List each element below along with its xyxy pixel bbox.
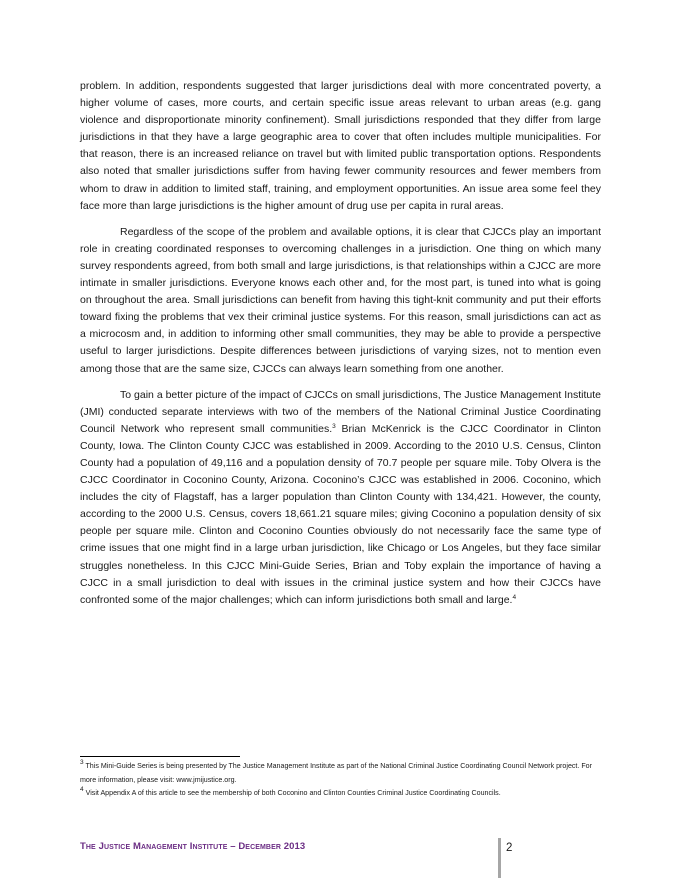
footnote-4 (80, 787, 601, 801)
paragraph-3-part-b: Brian McKenrick is the CJCC Coordinator in Clinton County, Iowa. The Clinton County CJCC was established in 2009. According to the 2010 U.S. Census, Clinton County had a population of 49,116 and a population density of 70.7 people per square mile. Toby Olvera is the CJCC Coordinator in Coconino County, Arizona. Coconino’s CJCC was established in 2006. Coconino, which includes the city of Flagstaff, has a larger population than Clinton County with 134,421. However, the county, according to the 2000 U.S. Census, covers 18,661.21 square miles; giving Coconino a population density of six people per square mile. Clinton and Coconino Counties obviously do not necessarily face the same type of crime issues that one might find in a large urban jurisdiction, like Chicago or Los Angeles, but they face similar struggles nonetheless. In this CJCC Mini-Guide Series, Brian and Toby explain the importance of having a CJCC in a small jurisdiction to deal with issues in the criminal justice system and how their CJCCs have confronted some of the major challenges; which can inform jurisdictions both small and large. (80, 422, 601, 606)
paragraph-2: Regardless of the scope of the problem and available options, it is clear that CJCCs play an important role in creating coordinated responses to overcoming challenges in a jurisdiction. One thing on which many survey respondents agreed, from both small and large jurisdictions, is that relationships within a CJCC are more intimate in smaller jurisdictions. Everyone knows each other and, for the most part, is tuned into what is going on throughout the area. Small jurisdictions can benefit from having this tight-knit community and put their efforts toward fixing the problems that vex their criminal justice systems. For this reason, small jurisdictions can act as a microcosm and, in addition to informing other small communities, they may be able to provide a perspective useful to larger jurisdictions. Despite differences between jurisdictions of varying sizes, not to mention even among those that are the same size, CJCCs can always learn something from one another. (80, 225, 601, 375)
paragraph-1: problem. In addition, respondents suggested that larger jurisdictions deal with more concentrated poverty, a higher volume of cases, more courts, and certain specific issue areas relevant to urban areas (e.g. gang violence and disproportionate minority confinement). Small jurisdictions responded that they differ from large jurisdictions in that they have a large geographic area to cover that often includes multiple municipalities. For that reason, there is an increased reliance on travel but with limited public transportation options. Respondents also noted that smaller jurisdictions suffer from having fewer community resources and fewer members from whom to draw in addition to limited staff, training, and employment opportunities. An issue area some feel they face more than large jurisdictions is the higher amount of drug use per capita in rural areas. (80, 80, 601, 212)
footnote-separator (80, 756, 240, 757)
footnote-3-text: This Mini-Guide Series is being presented by The Justice Management Institute as part of the National Criminal Justice Coordinating Council Network project. For more information, please visit: www.jmijustice.org. (80, 762, 592, 784)
page-number: 2 (506, 842, 513, 854)
footnote-ref-3[interactable]: 3 (332, 422, 336, 430)
paragraph-3 (80, 387, 601, 609)
footnote-4-text: Visit Appendix A of this article to see the membership of both Coconino and Clinton Counties Criminal Justice Coordinating Councils. (83, 789, 501, 797)
footer-divider (498, 838, 501, 878)
footnote-3-number: 3 (80, 759, 84, 766)
footnote-4-number: 4 (80, 786, 84, 793)
footer-title: The Justice Management Institute – December 2013 (80, 841, 306, 852)
footnotes (80, 760, 601, 801)
body-text (80, 78, 601, 618)
footnote-ref-4[interactable]: 4 (512, 593, 517, 601)
paragraph-3-part-a: To gain a better picture of the impact of CJCCs on small jurisdictions, The Justice Management Institute (JMI) conducted separate interviews with two of the members of the National Criminal Justice Coordinating Council Network who represent small communities. (80, 388, 601, 435)
footnote-3 (80, 760, 601, 787)
